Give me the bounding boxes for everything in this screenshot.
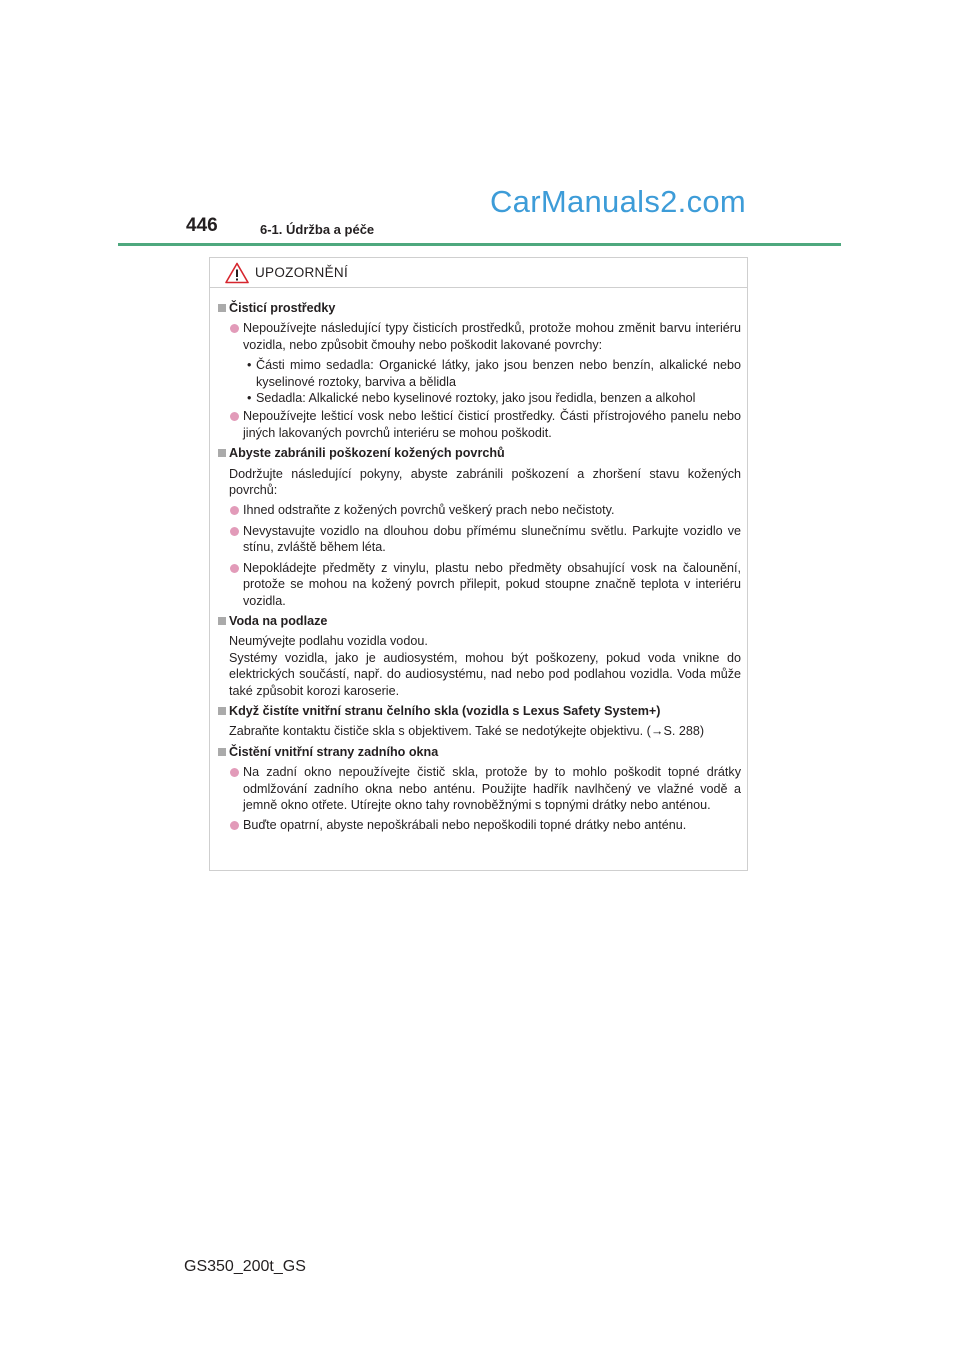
round-bullet-icon bbox=[230, 527, 239, 536]
warning-header bbox=[210, 258, 747, 288]
list-item: Na zadní okno nepoužívejte čistič skla, protože by to mohlo poškodit topné drátky odmlžování zadního okna nebo anténu. Použijte hadřík navlhčený ve vlažné vodě a jemně okno otřete. Utírejte okno tahy rovnoběžnými s topnými drátky nebo anténou. bbox=[218, 764, 741, 813]
round-bullet-icon bbox=[230, 564, 239, 573]
square-bullet-icon bbox=[218, 304, 226, 312]
warning-body bbox=[210, 288, 747, 834]
list-item: Nepokládejte předměty z vinylu, plastu nebo předměty obsahující vosk na čalounění, protože se mohou na kožený povrch přilepit, pokud stoupne značně teplota v interiéru vozidla. bbox=[218, 560, 741, 609]
round-bullet-icon bbox=[230, 324, 239, 333]
paragraph: Zabraňte kontaktu čističe skla s objektivem. Také se nedotýkejte objektivu. (→S. 288) bbox=[229, 724, 705, 739]
footer-model-code: GS350_200t_GS bbox=[184, 1258, 306, 1275]
square-bullet-icon bbox=[218, 449, 226, 457]
paragraph: Systémy vozidla, jako je audiosystém, mohou být poškozeny, pokud voda vnikne do elektrických součástí, např. do audiosystému, nad nebo pod podlahou vozidla. Voda může také způsobit korozi karoserie. bbox=[229, 650, 741, 698]
list-item: Nepoužívejte lešticí vosk nebo lešticí čisticí prostředky. Části přístrojového panelu nebo jiných lakovaných povrchů interiéru se mohou poškodit. bbox=[218, 408, 741, 441]
round-bullet-icon bbox=[230, 506, 239, 515]
list-item: Buďte opatrní, abyste nepoškrábali nebo nepoškodili topné drátky nebo anténu. bbox=[218, 817, 741, 833]
paragraph: Neumývejte podlahu vozidla vodou. bbox=[229, 634, 428, 649]
page-number: 446 bbox=[186, 215, 218, 236]
square-bullet-icon bbox=[218, 617, 226, 625]
list-item: Nevystavujte vozidlo na dlouhou dobu přímému slunečnímu světlu. Parkujte vozidlo ve stínu, zvláště během léta. bbox=[218, 523, 741, 556]
sub-list-item: • Části mimo sedadla: Organické látky, jako jsou benzen nebo benzín, alkalické nebo kyselinové roztoky, barviva a bělidla bbox=[247, 358, 741, 389]
square-bullet-icon bbox=[218, 748, 226, 756]
list-item: Nepoužívejte následující typy čisticích prostředků, protože mohou změnit barvu interiéru vozidla, nebo způsobit čmouhy nebo poškodit lakované povrchy: bbox=[218, 320, 741, 353]
warning-triangle-icon bbox=[225, 262, 249, 284]
paragraph: Dodržujte následující pokyny, abyste zabránili poškození a zhoršení stavu kožených povrchů: bbox=[229, 466, 741, 498]
header-divider bbox=[118, 243, 841, 246]
watermark-logo: CarManuals2.com bbox=[490, 184, 747, 219]
sub-list bbox=[218, 357, 741, 406]
sub-list-item: • Sedadla: Alkalické nebo kyselinové roztoky, jako jsou ředidla, benzen a alkohol bbox=[247, 391, 696, 406]
round-bullet-icon bbox=[230, 412, 239, 421]
round-bullet-icon bbox=[230, 768, 239, 777]
section-heading: Voda na podlaze bbox=[218, 613, 741, 629]
warning-box bbox=[209, 257, 748, 871]
section-heading: Čistění vnitřní strany zadního okna bbox=[218, 744, 741, 760]
square-bullet-icon bbox=[218, 707, 226, 715]
chapter-title: 6-1. Údržba a péče bbox=[260, 222, 375, 237]
section-heading: Když čistíte vnitřní stranu čelního skla (vozidla s Lexus Safety System+) bbox=[218, 703, 741, 719]
list-item: Ihned odstraňte z kožených povrchů veškerý prach nebo nečistoty. bbox=[218, 502, 741, 518]
section-heading: Čisticí prostředky bbox=[218, 300, 741, 316]
section-heading: Abyste zabránili poškození kožených povrchů bbox=[218, 445, 741, 461]
warning-title: UPOZORNĚNÍ bbox=[255, 265, 349, 280]
round-bullet-icon bbox=[230, 821, 239, 830]
